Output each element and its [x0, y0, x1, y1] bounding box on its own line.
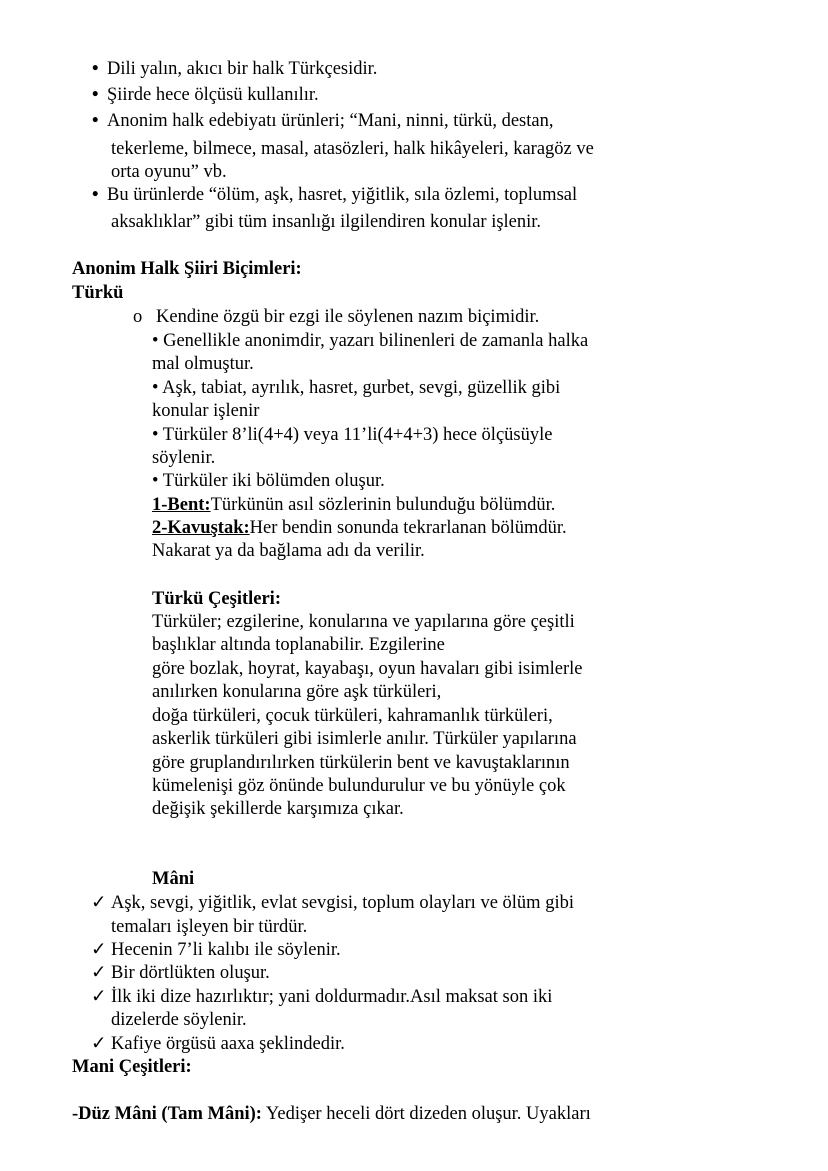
mani-item-1-line-2: temaları işleyen bir türdür.	[111, 917, 308, 937]
circle-bullet-icon: o	[133, 307, 143, 327]
mani-item-4-line-1: İlk iki dize hazırlıktır; yani doldurmadır.Asıl maksat son iki	[111, 987, 553, 1007]
part-label-bent: 1-Bent:	[152, 495, 211, 515]
section-title: Anonim Halk Şiiri Biçimleri:	[72, 259, 302, 279]
part-text-bent: Türkünün asıl sözlerinin bulunduğu bölümdür.	[210, 495, 556, 515]
mani-item-4-line-2: dizelerde söylenir.	[111, 1010, 247, 1030]
check-icon: ✓	[91, 940, 107, 960]
turku-types-heading: Türkü Çeşitleri:	[152, 589, 281, 609]
mani-item-3: Bir dörtlükten oluşur.	[111, 963, 270, 983]
turku-point-2-line-2: konular işlenir	[152, 401, 260, 421]
check-icon: ✓	[91, 1034, 107, 1054]
intro-bullet-3-line-2: tekerleme, bilmece, masal, atasözleri, halk hikâyeleri, karagöz ve	[111, 139, 594, 159]
mani-types-heading: Mani Çeşitleri:	[72, 1057, 192, 1077]
part-text-kavustak: Her bendin sonunda tekrarlanan bölümdür.	[249, 518, 567, 538]
turku-types-line-2: başlıklar altında toplanabilir. Ezgilerine	[152, 635, 445, 655]
turku-types-line-4: anılırken konularına göre aşk türküleri,	[152, 682, 442, 702]
turku-types-line-8: kümelenişi göz önünde bulundurulur ve bu yönüyle çok	[152, 776, 566, 796]
bullet-icon: •	[92, 185, 99, 205]
turku-types-line-7: göre gruplandırılırken türkülerin bent ve kavuştaklarının	[152, 753, 570, 773]
mani-types-first-text: Yedişer heceli dört dizeden oluşur. Uyakları	[261, 1104, 591, 1124]
mani-types-first	[72, 1103, 591, 1126]
part-label-kavustak: 2-Kavuştak:	[152, 518, 250, 538]
intro-bullet-4-line-1: Bu ürünlerde “ölüm, aşk, hasret, yiğitlik, sıla özlemi, toplumsal	[107, 185, 578, 205]
turku-definition: Kendine özgü bir ezgi ile söylenen nazım biçimidir.	[156, 307, 540, 327]
bullet-icon: •	[92, 111, 99, 131]
turku-point-2-line-1: • Aşk, tabiat, ayrılık, hasret, gurbet, sevgi, güzellik gibi	[152, 378, 561, 398]
turku-types-line-6: askerlik türküleri gibi isimlerle anılır. Türküler yapılarına	[152, 729, 577, 749]
mani-item-5: Kafiye örgüsü aaxa şeklindedir.	[111, 1034, 345, 1054]
turku-parts-note: Nakarat ya da bağlama adı da verilir.	[152, 541, 425, 561]
intro-bullet-2: Şiirde hece ölçüsü kullanılır.	[107, 85, 319, 105]
turku-point-3-line-2: söylenir.	[152, 448, 216, 468]
check-icon: ✓	[91, 987, 107, 1007]
check-icon: ✓	[91, 893, 107, 913]
turku-types-line-9: değişik şekillerde karşımıza çıkar.	[152, 799, 404, 819]
turku-point-4: • Türküler iki bölümden oluşur.	[152, 471, 385, 491]
mani-heading: Mâni	[152, 869, 195, 889]
intro-bullet-3-line-1: Anonim halk edebiyatı ürünleri; “Mani, ninni, türkü, destan,	[107, 111, 554, 131]
turku-point-3-line-1: • Türküler 8’li(4+4) veya 11’li(4+4+3) hece ölçüsüyle	[152, 425, 553, 445]
turku-types-line-1: Türküler; ezgilerine, konularına ve yapılarına göre çeşitli	[152, 612, 575, 632]
bullet-icon: •	[92, 59, 99, 79]
intro-bullet-3-line-3: orta oyunu” vb.	[111, 162, 227, 182]
turku-heading: Türkü	[72, 283, 124, 303]
turku-point-1-line-1: • Genellikle anonimdir, yazarı bilinenleri de zamanla halka	[152, 331, 589, 351]
turku-types-line-3: göre bozlak, hoyrat, kayabaşı, oyun havaları gibi isimlerle	[152, 659, 583, 679]
intro-bullet-1: Dili yalın, akıcı bir halk Türkçesidir.	[107, 59, 378, 79]
turku-types-line-5: doğa türküleri, çocuk türküleri, kahramanlık türküleri,	[152, 706, 553, 726]
bullet-icon: •	[92, 85, 99, 105]
mani-types-first-label: -Düz Mâni (Tam Mâni):	[72, 1104, 262, 1124]
turku-part-kavustak	[152, 517, 567, 540]
turku-part-bent	[152, 494, 555, 517]
mani-item-2: Hecenin 7’li kalıbı ile söylenir.	[111, 940, 341, 960]
check-icon: ✓	[91, 963, 107, 983]
mani-item-1-line-1: Aşk, sevgi, yiğitlik, evlat sevgisi, toplum olayları ve ölüm gibi	[111, 893, 574, 913]
turku-point-1-line-2: mal olmuştur.	[152, 354, 254, 374]
intro-bullet-4-line-2: aksaklıklar” gibi tüm insanlığı ilgilendiren konular işlenir.	[111, 212, 542, 232]
